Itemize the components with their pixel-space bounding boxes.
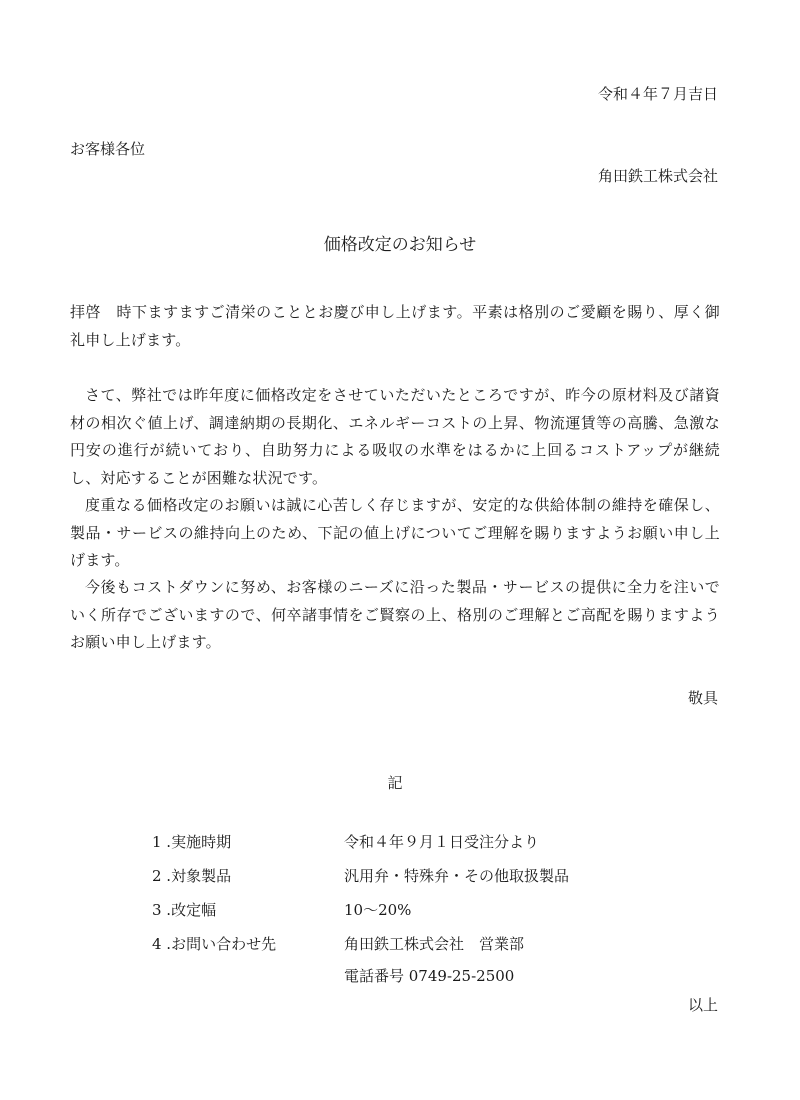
- body-paragraph-1: さて、弊社では昨年度に価格改定をさせていただいたところですが、昨今の原材料及び諸資材の相次ぐ値上げ、調達納期の長期化、エネルギーコストの上昇、物流運賃等の高騰、急激な円安の進行が続いており、自助努力による吸収の水準をはるかに上回るコストアップが継続し、対応することが困難な状況です。: [70, 386, 720, 487]
- sender-company: 角田鉄工株式会社: [597, 167, 718, 185]
- detail-value-implementation-date: 令和４年９月１日受注分より: [344, 833, 540, 851]
- letter-date: 令和４年７月吉日: [597, 85, 718, 103]
- detail-value-revision-range: 10～20%: [344, 901, 412, 919]
- addressee: お客様各位: [70, 140, 146, 158]
- detail-label-contact: 4 .お問い合わせ先: [152, 935, 277, 953]
- contact-phone: 電話番号 0749-25-2500: [344, 967, 515, 985]
- end-ijou: 以上: [687, 996, 718, 1014]
- body-paragraph-3: 今後もコストダウンに努め、お客様のニーズに沿った製品・サービスの提供に全力を注いでいく所存でございますので、何卒諸事情をご賢察の上、格別のご理解とご高配を賜りますようお願い申し上げます。: [70, 578, 720, 651]
- detail-value-target-products: 汎用弁・特殊弁・その他取扱製品: [344, 867, 570, 885]
- document-title: 価格改定のお知らせ: [323, 235, 477, 255]
- greeting-paragraph: 拝啓 時下ますますご清栄のこととお慶び申し上げます。平素は格別のご愛顧を賜り、厚く御礼申し上げます。: [70, 303, 720, 349]
- detail-label-target-products: 2 .対象製品: [152, 867, 232, 885]
- detail-label-revision-range: 3 .改定幅: [152, 901, 217, 919]
- detail-label-implementation-date: 1 .実施時期: [152, 833, 232, 851]
- ki-heading: 記: [387, 774, 403, 792]
- closing-keigu: 敬具: [687, 689, 718, 707]
- body-paragraph-2: 度重なる価格改定のお願いは誠に心苦しく存じますが、安定的な供給体制の維持を確保し、製品・サービスの維持向上のため、下記の値上げについてご理解を賜りますようお願い申し上げます。: [70, 496, 720, 569]
- detail-value-contact: 角田鉄工株式会社 営業部: [344, 935, 525, 953]
